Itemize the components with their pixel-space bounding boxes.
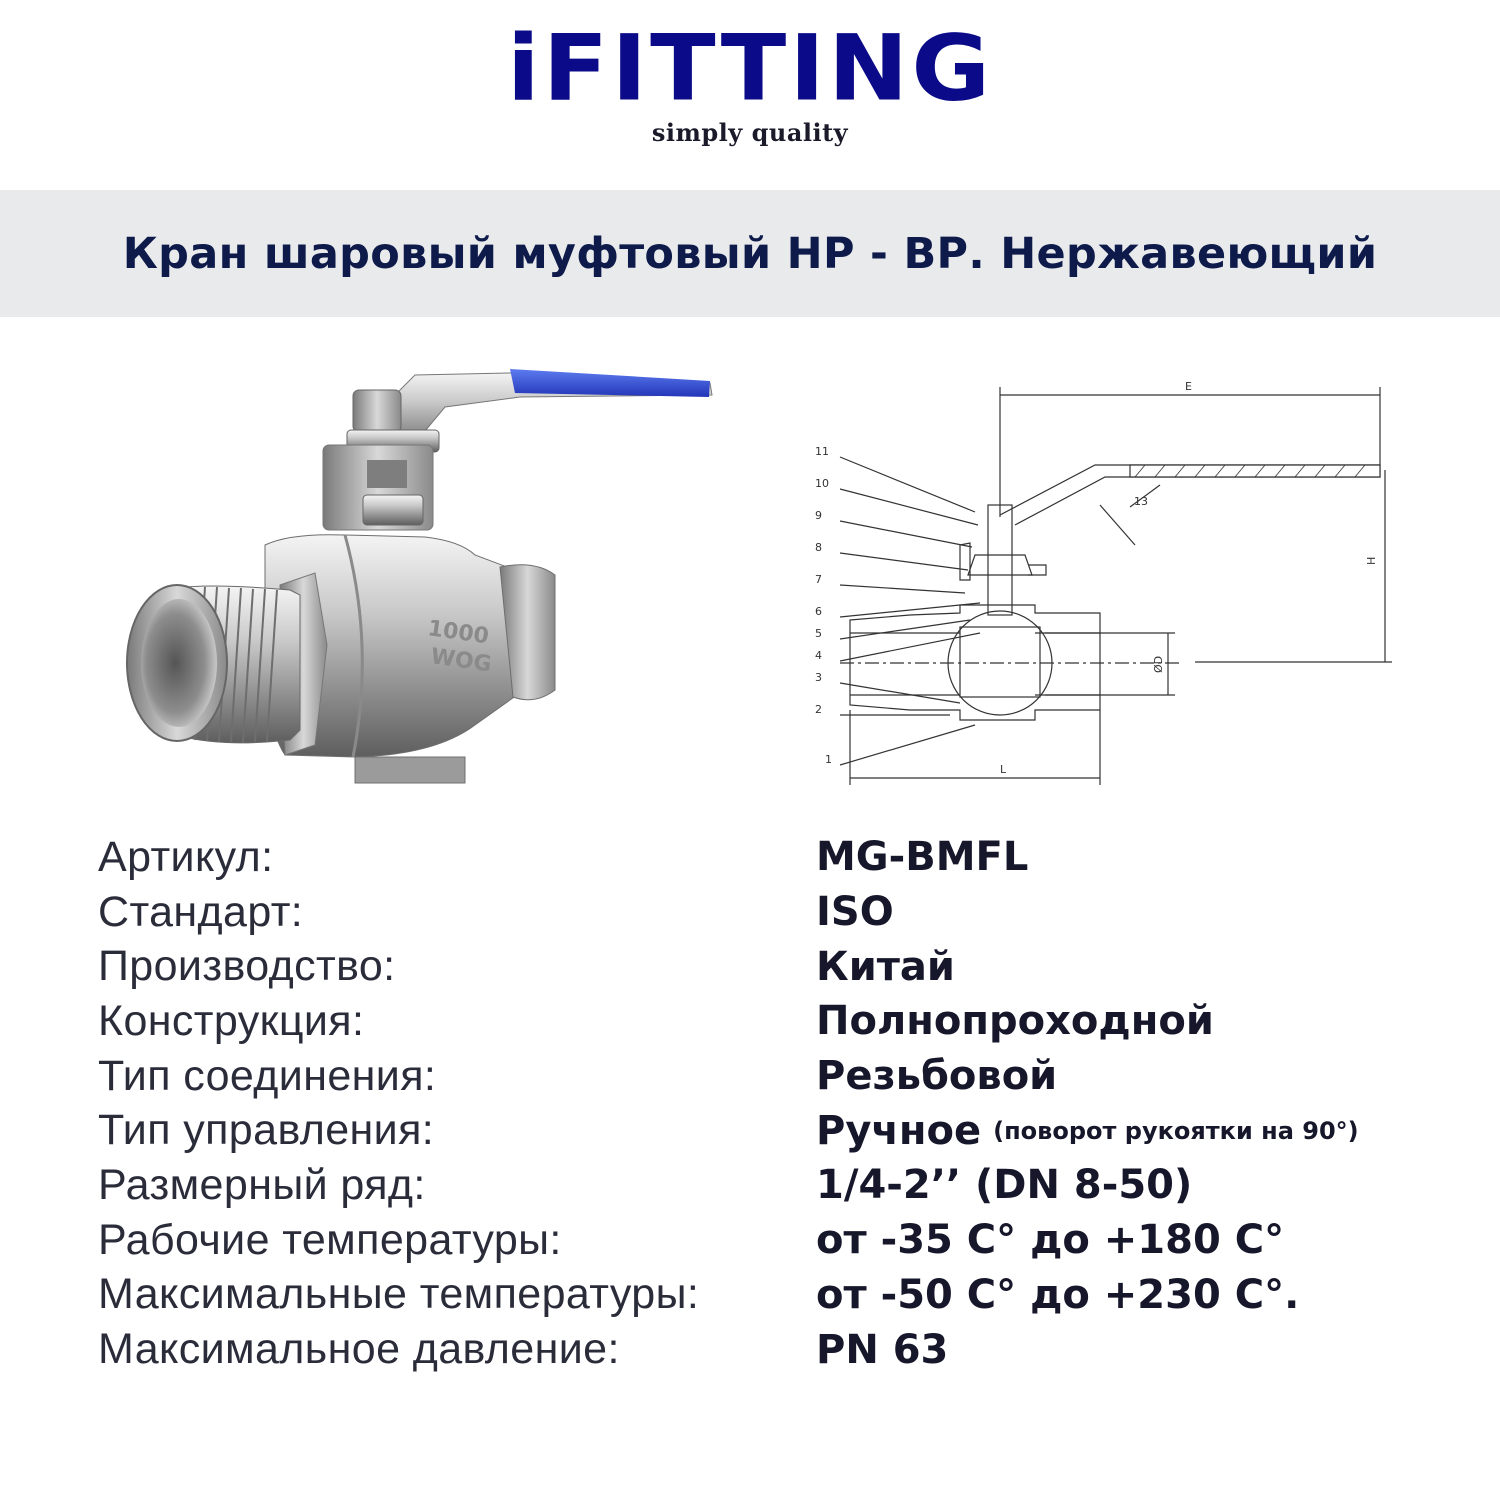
spec-row-max-temp bbox=[98, 1268, 1359, 1323]
part-number-13: 13 bbox=[1134, 495, 1148, 508]
spec-row-standard bbox=[98, 885, 1359, 940]
spec-row-article bbox=[98, 830, 1359, 885]
spec-value: Полнопроходной bbox=[816, 998, 1214, 1045]
spec-label: Размерный ряд: bbox=[98, 1160, 426, 1209]
brand-tagline: simply quality bbox=[651, 118, 849, 147]
part-number-10: 10 bbox=[815, 477, 829, 490]
spec-label: Конструкция: bbox=[98, 996, 365, 1045]
spec-row-construction bbox=[98, 994, 1359, 1049]
part-number-8: 8 bbox=[815, 541, 822, 554]
page-title: Кран шаровый муфтовый НР - ВР. Нержавеющий bbox=[122, 228, 1378, 279]
spec-value: ISO bbox=[816, 889, 894, 936]
dimension-h: H bbox=[1365, 556, 1378, 565]
part-number-3: 3 bbox=[815, 671, 822, 684]
spec-value: Резьбовой bbox=[816, 1053, 1058, 1100]
dimension-l: L bbox=[1000, 763, 1007, 776]
dimension-d: ØD bbox=[1152, 655, 1165, 673]
part-number-5: 5 bbox=[815, 627, 822, 640]
part-number-6: 6 bbox=[815, 605, 822, 618]
spec-value: MG-BMFL bbox=[816, 834, 1029, 881]
spec-label: Максимальное давление: bbox=[98, 1325, 620, 1374]
part-number-4: 4 bbox=[815, 649, 822, 662]
spec-row-control bbox=[98, 1103, 1359, 1158]
part-number-11: 11 bbox=[815, 445, 829, 458]
spec-label: Тип соединения: bbox=[98, 1051, 437, 1100]
brand-header bbox=[0, 14, 1500, 147]
spec-row-max-pressure bbox=[98, 1322, 1359, 1377]
spec-label: Рабочие температуры: bbox=[98, 1215, 562, 1264]
spec-value: Китай bbox=[816, 943, 955, 990]
part-number-9: 9 bbox=[815, 509, 822, 522]
spec-label: Артикул: bbox=[98, 832, 274, 881]
spec-table bbox=[98, 830, 1359, 1377]
spec-label: Стандарт: bbox=[98, 887, 304, 936]
spec-row-production bbox=[98, 939, 1359, 994]
part-number-2: 2 bbox=[815, 703, 822, 716]
body-marking-1000: 1000 bbox=[426, 616, 491, 650]
dimension-e: E bbox=[1185, 380, 1192, 393]
spec-value: от -50 C° до +230 C°. bbox=[816, 1271, 1300, 1318]
body-marking-wog: WOG bbox=[429, 644, 494, 678]
spec-value: PN 63 bbox=[816, 1326, 949, 1373]
spec-label: Производство: bbox=[98, 942, 396, 991]
spec-label: Тип управления: bbox=[98, 1106, 435, 1155]
spec-row-connection bbox=[98, 1049, 1359, 1104]
spec-value: Ручное bbox=[816, 1107, 982, 1154]
spec-note: (поворот рукоятки на 90°) bbox=[993, 1116, 1359, 1145]
part-number-7: 7 bbox=[815, 573, 822, 586]
brand-logo: iFITTING bbox=[506, 14, 994, 122]
ball-valve-photo bbox=[115, 345, 725, 820]
spec-value: 1/4-2’’ (DN 8-50) bbox=[816, 1162, 1193, 1209]
spec-row-size-range bbox=[98, 1158, 1359, 1213]
ball-valve-technical-drawing bbox=[800, 365, 1420, 805]
spec-value: от -35 C° до +180 C° bbox=[816, 1217, 1285, 1264]
title-band bbox=[0, 190, 1500, 317]
part-number-1: 1 bbox=[825, 753, 832, 766]
spec-row-working-temp bbox=[98, 1213, 1359, 1268]
spec-label: Максимальные температуры: bbox=[98, 1270, 700, 1319]
